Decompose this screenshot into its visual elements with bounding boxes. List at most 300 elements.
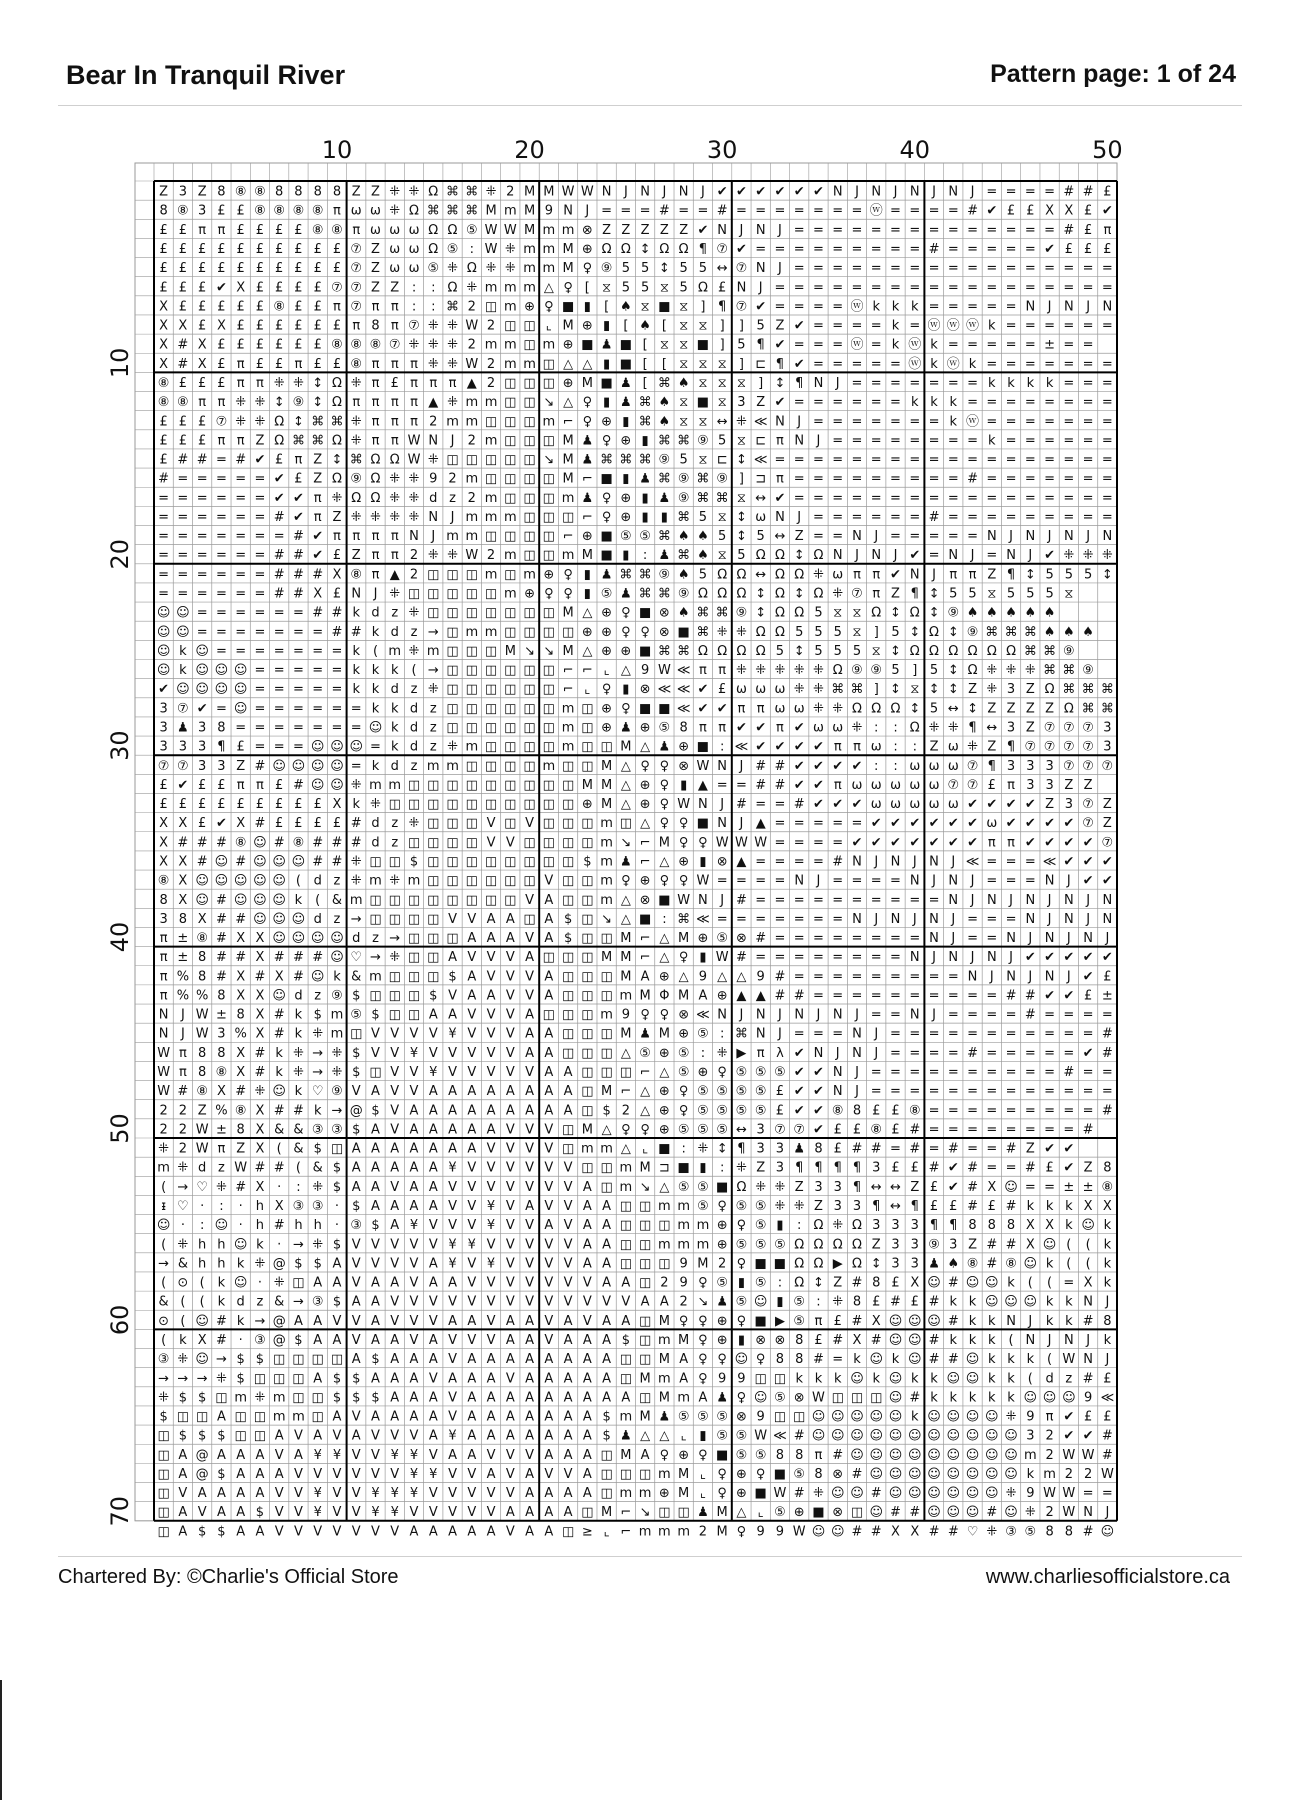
stitch-symbol: = bbox=[967, 375, 979, 391]
stitch-symbol: V bbox=[467, 1294, 477, 1310]
stitch-symbol: X bbox=[236, 1045, 246, 1061]
stitch-symbol: = bbox=[1005, 1007, 1017, 1023]
stitch-symbol: = bbox=[1082, 1084, 1094, 1100]
stitch-symbol: π bbox=[236, 356, 245, 372]
stitch-symbol: @ bbox=[272, 1256, 286, 1272]
stitch-symbol: J bbox=[1028, 969, 1033, 985]
stitch-symbol: ◫ bbox=[427, 797, 440, 813]
stitch-symbol: V bbox=[467, 1275, 477, 1291]
stitch-symbol: $ bbox=[429, 988, 438, 1004]
stitch-symbol: ◫ bbox=[407, 797, 421, 813]
stitch-symbol: N bbox=[1083, 1505, 1093, 1521]
stitch-symbol: ↘ bbox=[524, 643, 536, 659]
stitch-symbol: ω bbox=[389, 222, 401, 238]
stitch-symbol: V bbox=[274, 1447, 284, 1463]
stitch-symbol: ⑤ bbox=[754, 1447, 767, 1463]
stitch-symbol: V bbox=[428, 1371, 438, 1387]
stitch-symbol: $ bbox=[332, 1237, 342, 1253]
stitch-symbol: 2 bbox=[698, 1524, 708, 1540]
stitch-symbol: = bbox=[832, 261, 844, 277]
stitch-symbol: ⌐ bbox=[562, 663, 574, 679]
stitch-symbol: V bbox=[351, 1409, 361, 1425]
stitch-symbol: ♟ bbox=[581, 433, 594, 449]
stitch-symbol: = bbox=[774, 816, 786, 832]
stitch-symbol: 2 bbox=[467, 299, 476, 315]
stitch-symbol: $ bbox=[217, 1428, 226, 1444]
stitch-symbol: £ bbox=[255, 222, 265, 238]
stitch-symbol: = bbox=[1101, 280, 1113, 296]
stitch-symbol: ⁜ bbox=[389, 873, 401, 889]
stitch-symbol: = bbox=[851, 950, 863, 966]
stitch-symbol: = bbox=[813, 356, 824, 372]
stitch-symbol: $ bbox=[294, 1332, 303, 1348]
stitch-symbol: A bbox=[525, 1352, 535, 1368]
stitch-symbol: ↔ bbox=[774, 529, 786, 545]
stitch-symbol: d bbox=[236, 1294, 245, 1310]
stitch-symbol: A bbox=[602, 1237, 612, 1253]
stitch-symbol: m bbox=[465, 624, 479, 640]
stitch-symbol: ⊏ bbox=[755, 433, 767, 449]
stitch-symbol: ↘ bbox=[697, 1294, 709, 1310]
stitch-symbol: π bbox=[410, 356, 418, 372]
stitch-symbol: = bbox=[793, 222, 805, 238]
stitch-symbol: ⌐ bbox=[620, 1524, 632, 1540]
stitch-symbol: ◫ bbox=[446, 892, 459, 908]
stitch-symbol: V bbox=[351, 1237, 361, 1253]
stitch-symbol: # bbox=[986, 1237, 998, 1253]
stitch-symbol: ⌘ bbox=[638, 567, 652, 583]
stitch-symbol: W bbox=[407, 433, 421, 449]
stitch-symbol: Z bbox=[621, 222, 631, 238]
stitch-symbol: ⁜ bbox=[408, 471, 420, 487]
stitch-symbol: W bbox=[696, 873, 710, 889]
stitch-symbol: m bbox=[658, 1332, 671, 1348]
stitch-symbol: = bbox=[1044, 395, 1056, 411]
stitch-symbol: = bbox=[947, 452, 959, 468]
stitch-symbol: ⑧ bbox=[350, 567, 363, 583]
stitch-symbol: A bbox=[236, 1505, 246, 1521]
stitch-symbol: Ω bbox=[1063, 701, 1074, 717]
stitch-symbol: ◫ bbox=[465, 835, 478, 851]
stitch-symbol: V bbox=[544, 1313, 554, 1329]
stitch-symbol: = bbox=[832, 299, 844, 315]
stitch-symbol: = bbox=[832, 988, 844, 1004]
stitch-symbol: X bbox=[274, 1198, 284, 1214]
stitch-symbol: m bbox=[1043, 1466, 1056, 1482]
stitch-symbol: Z bbox=[1102, 797, 1112, 813]
stitch-symbol: N bbox=[640, 184, 650, 200]
stitch-symbol: ■ bbox=[716, 1447, 729, 1463]
stitch-symbol: ( bbox=[199, 1275, 205, 1291]
stitch-symbol: V bbox=[448, 1486, 457, 1502]
stitch-symbol: ⁜ bbox=[504, 241, 516, 257]
row-number-label: 30 bbox=[106, 730, 134, 761]
stitch-symbol: Z bbox=[1102, 816, 1112, 832]
stitch-symbol: ⑦ bbox=[735, 261, 748, 277]
stitch-symbol: = bbox=[1005, 471, 1017, 487]
stitch-symbol: W bbox=[465, 356, 479, 372]
stitch-symbol: 8 bbox=[852, 1103, 862, 1119]
stitch-symbol: ♀ bbox=[659, 797, 670, 813]
stitch-symbol: = bbox=[947, 433, 959, 449]
stitch-symbol: £ bbox=[332, 241, 342, 257]
stitch-symbol: N bbox=[948, 548, 959, 564]
stitch-symbol: ◫ bbox=[427, 854, 440, 870]
stitch-symbol: z bbox=[410, 624, 418, 640]
stitch-symbol: 2 bbox=[718, 1256, 727, 1272]
stitch-symbol: V bbox=[371, 1045, 380, 1061]
stitch-symbol: # bbox=[273, 1218, 285, 1234]
stitch-symbol: V bbox=[428, 1505, 438, 1521]
stitch-symbol: 8 bbox=[217, 1045, 226, 1061]
stitch-symbol: ◫ bbox=[523, 433, 536, 449]
stitch-symbol: = bbox=[1005, 452, 1017, 468]
stitch-symbol: π bbox=[814, 1313, 823, 1329]
stitch-symbol: ▲ bbox=[428, 395, 439, 411]
stitch-symbol: V bbox=[274, 1524, 284, 1540]
stitch-symbol: V bbox=[428, 1447, 438, 1463]
stitch-symbol: = bbox=[793, 835, 805, 851]
stitch-symbol: ( bbox=[276, 1141, 282, 1157]
stitch-symbol: π bbox=[371, 548, 380, 564]
stitch-symbol: ☺ bbox=[291, 854, 306, 870]
stitch-symbol: = bbox=[967, 529, 979, 545]
stitch-symbol: = bbox=[793, 280, 805, 296]
stitch-symbol: d bbox=[390, 682, 399, 698]
stitch-symbol: V bbox=[544, 1179, 554, 1195]
stitch-symbol: ω bbox=[832, 720, 844, 736]
stitch-symbol: Ω bbox=[794, 605, 805, 621]
stitch-symbol: # bbox=[177, 337, 189, 353]
stitch-symbol: = bbox=[1063, 1026, 1075, 1042]
stitch-symbol: = bbox=[1082, 1486, 1094, 1502]
stitch-symbol: 3 bbox=[159, 720, 168, 736]
stitch-symbol: £ bbox=[159, 433, 168, 449]
stitch-symbol: ⁜ bbox=[447, 548, 458, 564]
stitch-symbol: # bbox=[832, 1332, 844, 1348]
stitch-symbol: ⑤ bbox=[716, 1122, 728, 1138]
stitch-symbol: △ bbox=[620, 777, 631, 793]
stitch-symbol: ◫ bbox=[407, 835, 421, 851]
stitch-symbol: k bbox=[891, 299, 900, 315]
stitch-symbol: Ω bbox=[736, 567, 747, 583]
stitch-symbol: ⑤ bbox=[677, 1179, 690, 1195]
stitch-symbol: = bbox=[755, 797, 767, 813]
stitch-symbol: ◫ bbox=[484, 777, 498, 793]
stitch-symbol: = bbox=[1063, 356, 1075, 372]
stitch-symbol: A bbox=[371, 1332, 380, 1348]
stitch-symbol: = bbox=[967, 490, 979, 506]
stitch-symbol: ⧖ bbox=[852, 605, 862, 621]
stitch-symbol: ± bbox=[1082, 1179, 1094, 1195]
stitch-symbol: ⁜ bbox=[254, 1256, 266, 1272]
stitch-symbol: £ bbox=[217, 241, 226, 257]
stitch-symbol: ◫ bbox=[523, 337, 536, 353]
stitch-symbol: £ bbox=[198, 777, 207, 793]
stitch-symbol: m bbox=[446, 758, 459, 774]
stitch-symbol: ⌘ bbox=[696, 490, 710, 506]
stitch-symbol: ✔ bbox=[1063, 1141, 1075, 1157]
stitch-symbol: = bbox=[986, 1007, 998, 1023]
stitch-symbol: ♠ bbox=[658, 395, 671, 411]
stitch-symbol: Ω bbox=[697, 280, 708, 296]
stitch-symbol: = bbox=[196, 548, 208, 564]
stitch-symbol: ↕ bbox=[967, 701, 979, 717]
stitch-symbol: X bbox=[1025, 1218, 1035, 1234]
stitch-symbol: ↕ bbox=[870, 1256, 882, 1272]
stitch-symbol: = bbox=[928, 548, 940, 564]
stitch-symbol: A bbox=[390, 1218, 400, 1234]
stitch-symbol: = bbox=[986, 911, 998, 927]
stitch-symbol: ☺ bbox=[946, 1466, 961, 1482]
stitch-symbol: ✔ bbox=[967, 797, 979, 813]
stitch-symbol: ◫ bbox=[504, 720, 517, 736]
stitch-symbol: Ω bbox=[332, 471, 342, 487]
stitch-symbol: A bbox=[505, 911, 515, 927]
stitch-symbol: ◫ bbox=[504, 375, 517, 391]
stitch-symbol: £ bbox=[255, 261, 265, 277]
stitch-symbol: ⌐ bbox=[581, 471, 593, 487]
stitch-symbol: £ bbox=[1045, 1160, 1054, 1176]
stitch-symbol: M bbox=[601, 758, 613, 774]
stitch-symbol: 9 bbox=[756, 1409, 765, 1425]
stitch-symbol: # bbox=[793, 1486, 805, 1502]
stitch-symbol: ♟ bbox=[581, 490, 594, 506]
stitch-symbol: = bbox=[1082, 375, 1094, 391]
stitch-symbol: A bbox=[563, 1428, 573, 1444]
stitch-symbol: 8 bbox=[371, 318, 380, 334]
stitch-symbol: = bbox=[890, 414, 901, 430]
stitch-symbol: h bbox=[198, 1256, 207, 1272]
stitch-symbol: ◫ bbox=[638, 1237, 652, 1253]
stitch-symbol: k bbox=[930, 1390, 938, 1406]
stitch-symbol: ⑧ bbox=[254, 203, 266, 219]
stitch-symbol: £ bbox=[294, 299, 303, 315]
stitch-symbol: △ bbox=[678, 969, 689, 985]
stitch-symbol: Z bbox=[1083, 1160, 1093, 1176]
stitch-symbol: △ bbox=[563, 395, 574, 411]
stitch-symbol: m bbox=[523, 356, 536, 372]
stitch-symbol: ↕ bbox=[716, 1141, 728, 1157]
stitch-symbol: V bbox=[486, 1179, 496, 1195]
stitch-symbol: M bbox=[562, 471, 574, 487]
stitch-symbol: ✔ bbox=[158, 682, 170, 698]
stitch-symbol: Z bbox=[1045, 701, 1055, 717]
stitch-symbol: A bbox=[544, 1486, 554, 1502]
stitch-symbol: ◫ bbox=[523, 548, 536, 564]
stitch-symbol: k bbox=[853, 1352, 861, 1368]
stitch-symbol: V bbox=[467, 1045, 477, 1061]
stitch-symbol: ◫ bbox=[561, 509, 575, 525]
stitch-symbol: = bbox=[870, 892, 882, 908]
stitch-symbol: = bbox=[832, 414, 844, 430]
stitch-symbol: ☺ bbox=[1081, 1218, 1095, 1234]
stitch-symbol: m bbox=[561, 490, 575, 506]
stitch-symbol: m bbox=[600, 835, 613, 851]
stitch-symbol: 3 bbox=[198, 203, 207, 219]
stitch-symbol: & bbox=[274, 1294, 285, 1310]
stitch-symbol: # bbox=[273, 1026, 285, 1042]
stitch-symbol: ✔ bbox=[697, 701, 709, 717]
stitch-symbol: ⑦ bbox=[388, 337, 401, 353]
stitch-symbol: ⑤ bbox=[754, 1103, 767, 1119]
stitch-symbol: A bbox=[602, 1371, 612, 1387]
stitch-symbol: # bbox=[196, 835, 208, 851]
stitch-symbol: ✔ bbox=[1005, 797, 1017, 813]
stitch-symbol: £ bbox=[275, 261, 284, 277]
stitch-symbol: = bbox=[909, 529, 921, 545]
stitch-symbol: Ω bbox=[794, 1237, 805, 1253]
stitch-symbol: △ bbox=[640, 816, 651, 832]
stitch-symbol: ◫ bbox=[311, 1390, 324, 1406]
stitch-symbol: ☺ bbox=[946, 1486, 961, 1502]
stitch-symbol: m bbox=[658, 1237, 671, 1253]
stitch-symbol: ( bbox=[161, 1332, 167, 1348]
stitch-symbol: W bbox=[657, 663, 671, 679]
stitch-symbol: ◫ bbox=[523, 490, 536, 506]
stitch-symbol: V bbox=[448, 1466, 457, 1482]
stitch-symbol: = bbox=[1024, 318, 1036, 334]
stitch-symbol: N bbox=[1102, 892, 1113, 908]
stitch-symbol: = bbox=[1063, 1103, 1075, 1119]
stitch-symbol: = bbox=[947, 241, 959, 257]
stitch-symbol: = bbox=[832, 280, 844, 296]
stitch-symbol: π bbox=[853, 567, 861, 583]
stitch-symbol: △ bbox=[582, 605, 593, 621]
stitch-symbol: ◫ bbox=[523, 529, 536, 545]
stitch-symbol: # bbox=[1101, 1103, 1113, 1119]
stitch-symbol: V bbox=[448, 988, 457, 1004]
stitch-symbol: π bbox=[756, 701, 765, 717]
stitch-symbol: V bbox=[563, 1160, 573, 1176]
stitch-symbol: → bbox=[254, 1313, 266, 1329]
stitch-symbol: ◫ bbox=[523, 471, 536, 487]
stitch-symbol: A bbox=[351, 1352, 361, 1368]
stitch-symbol: ✔ bbox=[1024, 950, 1036, 966]
stitch-symbol: ⁜ bbox=[427, 337, 439, 353]
stitch-symbol: = bbox=[851, 490, 863, 506]
stitch-symbol: ✔ bbox=[1024, 835, 1036, 851]
stitch-symbol: M bbox=[562, 605, 574, 621]
stitch-symbol: A bbox=[525, 1466, 535, 1482]
stitch-symbol: ⊕ bbox=[601, 701, 613, 717]
stitch-symbol: = bbox=[1044, 433, 1056, 449]
stitch-symbol: ⌐ bbox=[562, 414, 574, 430]
stitch-symbol: ☺ bbox=[907, 1466, 922, 1482]
stitch-symbol: £ bbox=[198, 280, 207, 296]
stitch-symbol: A bbox=[371, 1409, 380, 1425]
stitch-symbol: ⊕ bbox=[658, 1084, 670, 1100]
stitch-symbol: ↔ bbox=[986, 720, 998, 736]
stitch-symbol: ↕ bbox=[1024, 567, 1036, 583]
stitch-symbol: # bbox=[851, 1313, 863, 1329]
stitch-symbol: ♀ bbox=[698, 1313, 708, 1329]
stitch-symbol: ⑧ bbox=[350, 337, 363, 353]
stitch-symbol: ⑤ bbox=[735, 1065, 748, 1081]
stitch-symbol: · bbox=[334, 1218, 340, 1234]
stitch-symbol: Ω bbox=[852, 1256, 862, 1272]
stitch-symbol: = bbox=[832, 203, 844, 219]
stitch-symbol: Z bbox=[1045, 797, 1055, 813]
stitch-symbol: = bbox=[793, 203, 805, 219]
stitch-symbol: ( bbox=[1047, 1352, 1053, 1368]
stitch-symbol: ✔ bbox=[832, 797, 844, 813]
stitch-symbol: ◫ bbox=[561, 1026, 575, 1042]
stitch-symbol: ⌘ bbox=[1004, 624, 1018, 640]
stitch-symbol: ✔ bbox=[1101, 854, 1113, 870]
stitch-symbol: V bbox=[467, 1160, 477, 1176]
stitch-symbol: V bbox=[467, 1179, 477, 1195]
stitch-symbol: # bbox=[928, 1160, 940, 1176]
stitch-symbol: ⊕ bbox=[658, 1103, 670, 1119]
stitch-symbol: = bbox=[967, 241, 979, 257]
stitch-symbol: ◫ bbox=[581, 1026, 594, 1042]
stitch-symbol: = bbox=[620, 203, 632, 219]
stitch-symbol: k bbox=[294, 1007, 303, 1023]
stitch-symbol: ◫ bbox=[407, 777, 421, 793]
stitch-symbol: J bbox=[855, 1084, 859, 1100]
stitch-symbol: V bbox=[390, 1026, 400, 1042]
stitch-symbol: k bbox=[1026, 1466, 1035, 1482]
stitch-symbol: X bbox=[178, 892, 188, 908]
stitch-symbol: ◫ bbox=[581, 720, 594, 736]
stitch-symbol: = bbox=[331, 663, 343, 679]
stitch-symbol: A bbox=[544, 1447, 554, 1463]
stitch-symbol: A bbox=[563, 1352, 573, 1368]
stitch-symbol: = bbox=[813, 395, 824, 411]
stitch-symbol: ⁜ bbox=[331, 1065, 343, 1081]
stitch-symbol: m bbox=[523, 280, 536, 296]
stitch-symbol: = bbox=[947, 337, 959, 353]
stitch-symbol: Ω bbox=[852, 701, 862, 717]
stitch-symbol: = bbox=[813, 1026, 824, 1042]
stitch-symbol: ◫ bbox=[523, 663, 536, 679]
stitch-symbol: V bbox=[563, 1237, 573, 1253]
stitch-symbol: ◫ bbox=[581, 701, 594, 717]
stitch-symbol: ♟ bbox=[600, 567, 613, 583]
stitch-symbol: ♀ bbox=[659, 777, 670, 793]
stitch-symbol: z bbox=[429, 701, 437, 717]
stitch-symbol: = bbox=[196, 509, 208, 525]
stitch-symbol: J bbox=[970, 873, 975, 889]
stitch-symbol: = bbox=[967, 1103, 979, 1119]
stitch-symbol: ⑧ bbox=[870, 1122, 883, 1138]
stitch-symbol: Ω bbox=[274, 433, 285, 449]
stitch-symbol: ⁜ bbox=[986, 682, 998, 698]
stitch-symbol: ✔ bbox=[1082, 1045, 1094, 1061]
footer-website[interactable]: www.charliesofficialstore.ca bbox=[985, 1566, 1230, 1588]
stitch-symbol: = bbox=[851, 203, 863, 219]
stitch-symbol: ≪ bbox=[753, 414, 768, 430]
stitch-symbol: £ bbox=[294, 816, 303, 832]
stitch-symbol: Ω bbox=[755, 643, 766, 659]
stitch-symbol: ◫ bbox=[542, 356, 555, 372]
stitch-symbol: V bbox=[505, 1486, 515, 1502]
stitch-symbol: △ bbox=[620, 1141, 631, 1157]
stitch-symbol: = bbox=[1005, 222, 1017, 238]
stitch-symbol: ⑤ bbox=[774, 1390, 786, 1406]
stitch-symbol: ⑧ bbox=[177, 395, 189, 411]
stitch-symbol: ⌘ bbox=[831, 682, 845, 698]
stitch-symbol: £ bbox=[1083, 241, 1093, 257]
stitch-symbol: Ω bbox=[697, 586, 708, 602]
stitch-symbol: ◫ bbox=[465, 816, 478, 832]
stitch-symbol: X bbox=[178, 873, 188, 889]
stitch-symbol: V bbox=[525, 1294, 535, 1310]
stitch-symbol: = bbox=[928, 471, 940, 487]
stitch-symbol: N bbox=[832, 1065, 843, 1081]
stitch-symbol: = bbox=[1005, 873, 1017, 889]
